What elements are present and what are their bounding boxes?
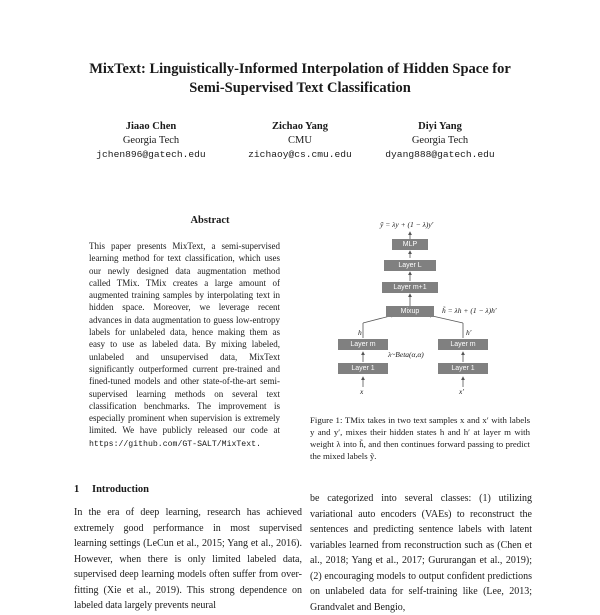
paper-title-line-1: MixText: Linguistically-Informed Interpolation of Hidden Space for — [89, 61, 511, 77]
intro-left-column: In the era of deep learning, research has achieved extremely good performance in most supervised learning settings (LeCun et al., 2015; Yang et al., 2016). However, when there is only limited labeled data, supervised deep learning models often suffer from over-fitting (Xie et al., 2019). This strong dependence on labeled data largely prevents neural — [74, 507, 302, 611]
input-x-prime-label: x′ — [459, 387, 464, 396]
intro-right-column: be categorized into several classes: (1) utilizing variational auto encoders (VAEs) to reconstruct the sentences and predicting sentence labels with latent variables learned from reconstruction such as (Chen et al., 2018; Yang et al., 2017; Gururangan et al., 2019); (2) encouraging models to output confident predictions on unlabeled data for self-training like (Lee, 2013; Grandvalet and Bengio, — [310, 493, 532, 613]
paper-title — [0, 60, 600, 98]
author-affiliation: CMU — [288, 135, 312, 146]
layer-1-right-box: Layer 1 — [438, 363, 488, 374]
figure-caption: Figure 1: TMix takes in two text samples x and x′ with labels y and y′, mixes their hidden states h and h′ at layer m with weight λ into h̃, and then continues forward passing to predict the mixed labels ỹ. — [310, 415, 530, 462]
mlp-box: MLP — [392, 239, 428, 250]
author-email[interactable]: jchen896@gatech.edu — [96, 149, 206, 160]
section-title: Introduction — [92, 484, 149, 495]
hidden-state-h-label: h — [358, 328, 362, 337]
section-heading — [74, 484, 149, 495]
output-label-formula: ỹ = λy + (1 − λ)y′ — [380, 220, 434, 229]
code-link[interactable]: https://github.com/GT-SALT/MixText. — [89, 439, 261, 449]
tmix-figure — [318, 215, 523, 410]
author-affiliation: Georgia Tech — [411, 135, 469, 146]
author-3 — [355, 120, 525, 162]
lambda-beta-label: λ~Beta(α,α) — [388, 350, 424, 359]
section-number: 1 — [74, 484, 80, 495]
author-block — [0, 120, 600, 170]
layer-m-left-box: Layer m — [338, 339, 388, 350]
mixup-formula: h̃ = λh + (1 − λ)h′ — [442, 306, 497, 315]
abstract-text: This paper presents MixText, a semi-supervised learning method for text classification, which uses our newly designed data augmentation method called TMix. TMix creates a large amount of augmented training samples by interpolating text in hidden space. Moreover, we leverage recent advances in data augmentation to guess low-entropy labels for unlabeled data, hence making them as easy to use as labeled data. By mixing labeled, unlabeled and unsupervised data, MixText significantly outperformed current pre-trained and fined-tuned models and other state-of-the-art semi-supervised learning methods on several text classification benchmarks. The improvement is especially prominent when supervision is extremely limited. We have publicly released our code at — [89, 241, 280, 436]
author-name: Diyi Yang — [418, 121, 462, 132]
layer-m-right-box: Layer m — [438, 339, 488, 350]
hidden-state-h-prime-label: h′ — [466, 328, 472, 337]
layer-l-box: Layer L — [384, 260, 436, 271]
paper-title-line-2: Semi-Supervised Text Classification — [189, 80, 411, 96]
author-email[interactable]: dyang888@gatech.edu — [385, 149, 495, 160]
input-x-label: x — [360, 387, 364, 396]
author-name: Jiaao Chen — [125, 121, 177, 132]
author-affiliation: Georgia Tech — [122, 135, 180, 146]
layer-m1-box: Layer m+1 — [382, 282, 438, 293]
mixup-box: Mixup — [386, 306, 434, 317]
layer-1-left-box: Layer 1 — [338, 363, 388, 374]
author-name: Zichao Yang — [272, 121, 328, 132]
author-email[interactable]: zichaoy@cs.cmu.edu — [248, 149, 352, 160]
abstract-heading: Abstract — [190, 215, 230, 226]
abstract-body — [89, 240, 280, 451]
author-1 — [66, 120, 236, 162]
